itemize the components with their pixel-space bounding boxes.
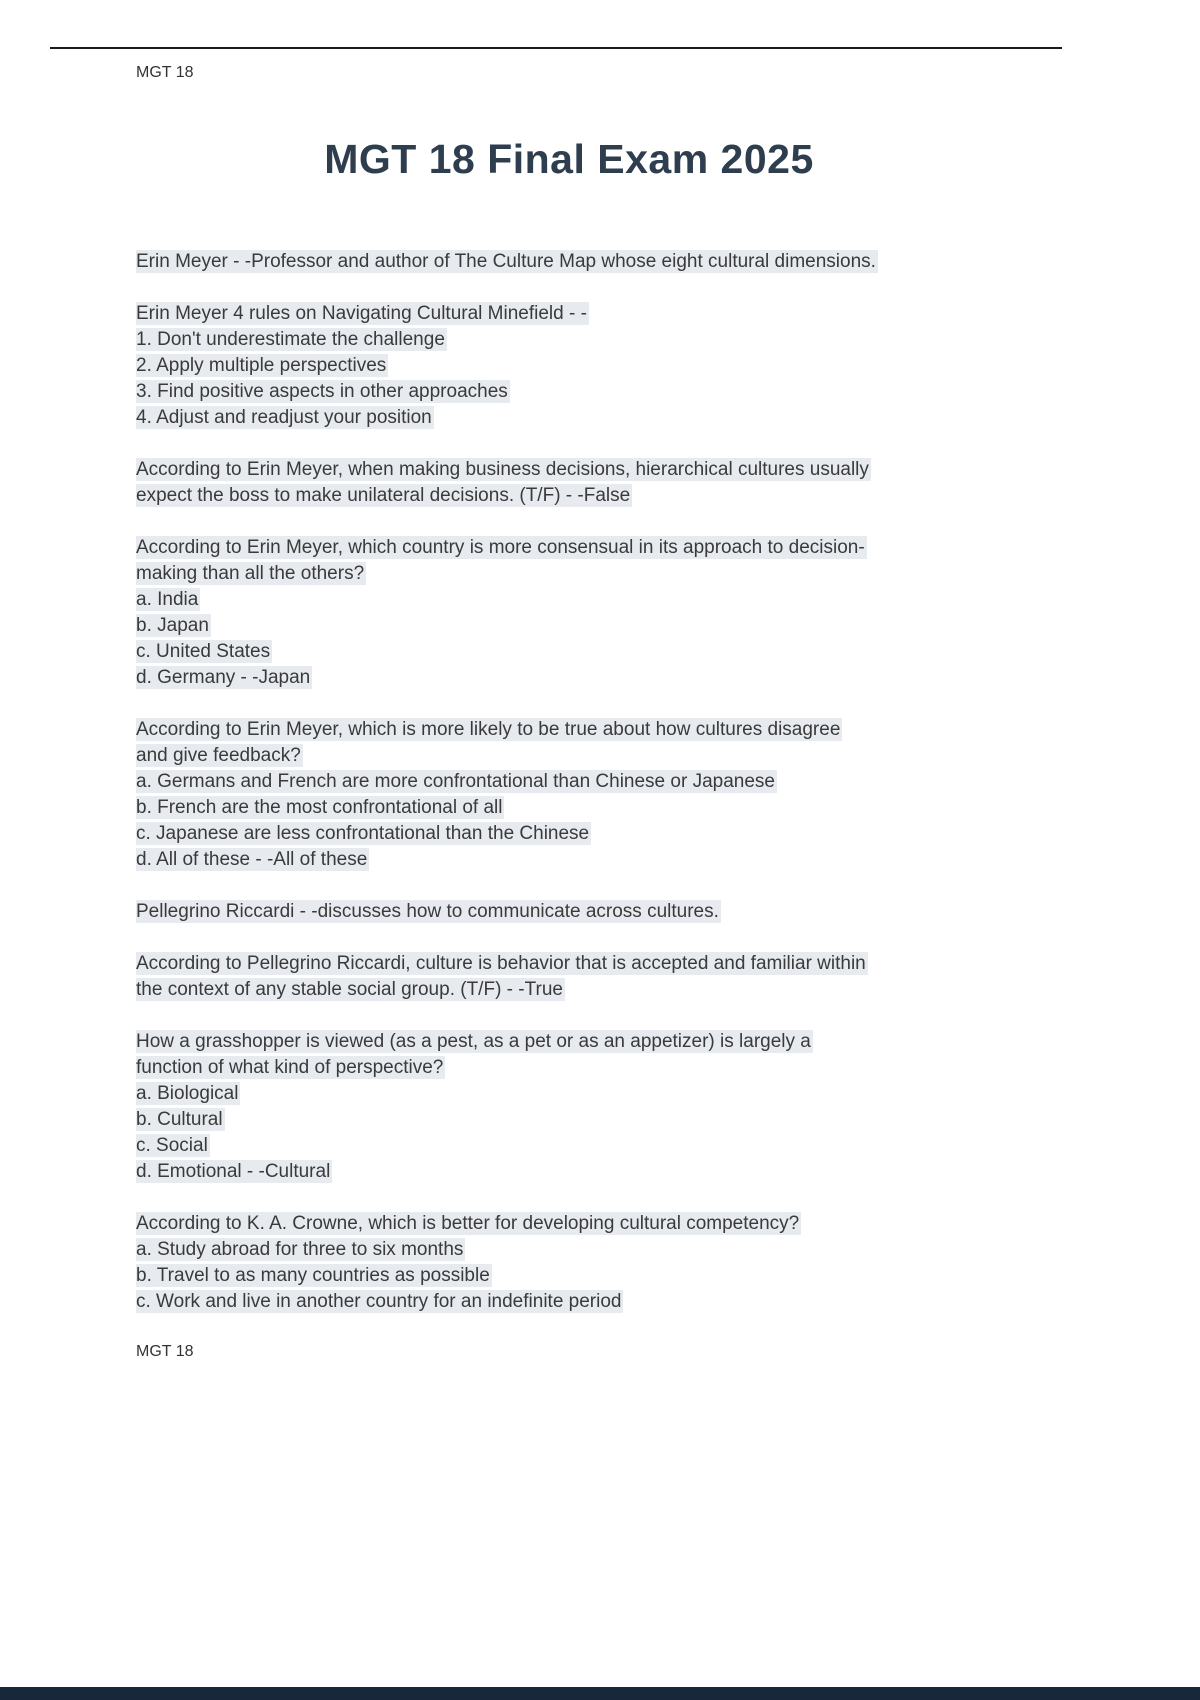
text-line: making than all the others? — [136, 563, 365, 584]
text-line: c. Japanese are less confrontational than the Chinese — [136, 823, 590, 844]
top-rule-divider — [50, 47, 1062, 49]
text-line: Erin Meyer - -Professor and author of The Culture Map whose eight cultural dimensions. — [136, 251, 876, 272]
text-line: c. Work and live in another country for an indefinite period — [136, 1291, 622, 1312]
text-line: a. Study abroad for three to six months — [136, 1239, 464, 1260]
paragraph — [136, 249, 1002, 275]
text-line: d. Emotional - -Cultural — [136, 1161, 331, 1182]
text-line: 3. Find positive aspects in other approaches — [136, 381, 508, 402]
text-line: According to Erin Meyer, which country is more consensual in its approach to decision- — [136, 537, 865, 558]
text-line: c. United States — [136, 641, 271, 662]
text-line: According to Erin Meyer, which is more likely to be true about how cultures disagree — [136, 719, 841, 740]
text-line: c. Social — [136, 1135, 208, 1156]
document-content — [136, 62, 1002, 1363]
text-line: expect the boss to make unilateral decisions. (T/F) - -False — [136, 485, 631, 506]
text-line: and give feedback? — [136, 745, 301, 766]
text-blocks — [136, 249, 1002, 1315]
text-line: b. Japan — [136, 615, 209, 636]
paragraph — [136, 1029, 1002, 1185]
bottom-bar — [0, 1687, 1200, 1700]
text-line: b. French are the most confrontational of all — [136, 797, 503, 818]
text-line: 4. Adjust and readjust your position — [136, 407, 432, 428]
text-line: Erin Meyer 4 rules on Navigating Cultural Minefield - - — [136, 303, 587, 324]
paragraph — [136, 717, 1002, 873]
text-line: function of what kind of perspective? — [136, 1057, 444, 1078]
paragraph — [136, 535, 1002, 691]
text-line: a. Germans and French are more confrontational than Chinese or Japanese — [136, 771, 775, 792]
text-line: b. Cultural — [136, 1109, 223, 1130]
page-header-label: MGT 18 — [136, 64, 194, 81]
page-footer-label: MGT 18 — [136, 1343, 194, 1360]
paragraph — [136, 899, 1002, 925]
page-title: MGT 18 Final Exam 2025 — [324, 136, 814, 182]
text-line: According to Erin Meyer, when making business decisions, hierarchical cultures usually — [136, 459, 869, 480]
text-line: How a grasshopper is viewed (as a pest, as a pet or as an appetizer) is largely a — [136, 1031, 811, 1052]
text-line: a. India — [136, 589, 199, 610]
text-line: According to Pellegrino Riccardi, culture is behavior that is accepted and familiar within — [136, 953, 866, 974]
text-line: d. Germany - -Japan — [136, 667, 311, 688]
text-line: According to K. A. Crowne, which is better for developing cultural competency? — [136, 1213, 800, 1234]
text-line: b. Travel to as many countries as possible — [136, 1265, 490, 1286]
paragraph — [136, 1211, 1002, 1315]
text-line: a. Biological — [136, 1083, 239, 1104]
paragraph — [136, 951, 1002, 1003]
text-line: Pellegrino Riccardi - -discusses how to communicate across cultures. — [136, 901, 719, 922]
text-line: 2. Apply multiple perspectives — [136, 355, 387, 376]
paragraph — [136, 457, 1002, 509]
text-line: the context of any stable social group. (T/F) - -True — [136, 979, 563, 1000]
text-line: d. All of these - -All of these — [136, 849, 368, 870]
paragraph — [136, 301, 1002, 431]
text-line: 1. Don't underestimate the challenge — [136, 329, 445, 350]
